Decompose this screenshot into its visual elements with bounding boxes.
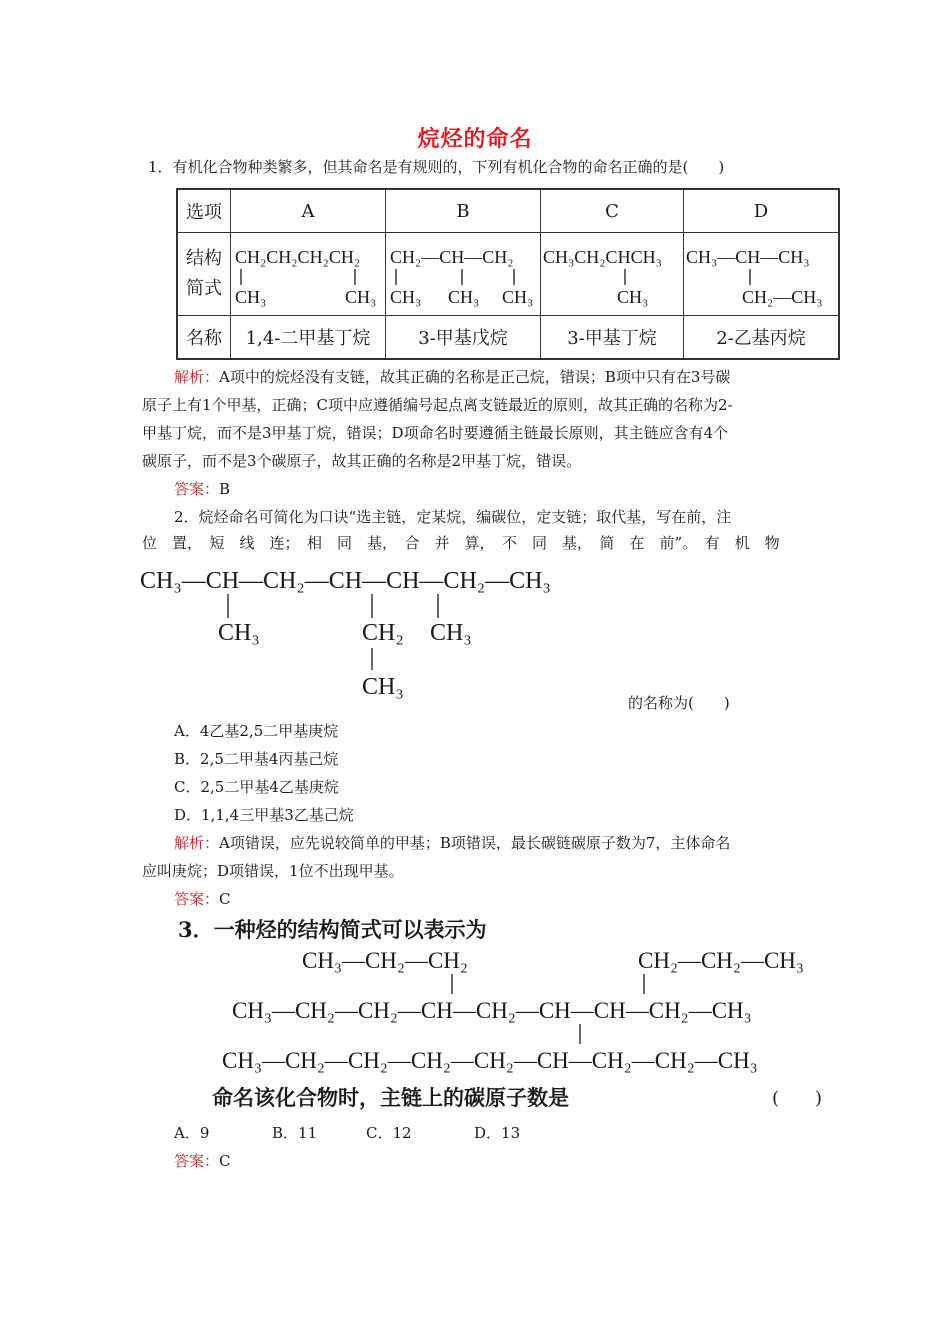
d-main-chain: CH₃—CH—CH₃	[686, 247, 810, 267]
a-left-methyl: CH₃	[235, 287, 267, 307]
q2-answer	[174, 888, 231, 909]
q2-answer-label: 答案：	[174, 890, 220, 908]
option-a-structure	[231, 233, 386, 316]
option-d-name: 2-乙基丙烷	[684, 316, 840, 360]
q2-analysis-label: 解析：	[174, 834, 220, 852]
option-a-header: A	[231, 189, 386, 233]
option-c-header: C	[541, 189, 684, 233]
option-c-name: 3-甲基丁烷	[541, 316, 684, 360]
option-a-name: 1,4-二甲基丁烷	[231, 316, 386, 360]
q2-choice-a: A．4乙基2,5二甲基庚烷	[174, 722, 339, 740]
q2-choice-d: D．1,1,4三甲基3乙基己烷	[174, 806, 354, 824]
q3-answer	[174, 1150, 231, 1171]
q1-analysis-label: 解析：	[174, 368, 220, 386]
q3-choice-a: A．9	[174, 1124, 210, 1142]
q2-branch-methyl-3: CH₃	[362, 674, 404, 700]
option-c-structure	[541, 233, 684, 316]
q2-choice-c: C．2,5二甲基4乙基庚烷	[174, 778, 339, 796]
q2-branch-methyl-2: CH₃	[430, 620, 472, 646]
d-ethyl: CH₂—CH₃	[742, 287, 823, 307]
q2-choice-b: B．2,5二甲基4丙基己烷	[174, 750, 339, 768]
option-c-formula	[541, 233, 683, 311]
row-label-name: 名称	[177, 316, 231, 360]
option-a-formula	[231, 233, 385, 311]
q2-answer-value: C	[219, 890, 231, 908]
q3-question: 命名该化合物时，主链上的碳原子数是	[212, 1085, 569, 1110]
row-label-structure-2: 简式	[186, 278, 222, 299]
q3-row1-right: CH₂—CH₂—CH₃	[638, 948, 804, 973]
row-label-option: 选项	[177, 189, 231, 233]
q3-answer-value: C	[219, 1152, 231, 1170]
q2-branch-ch2: CH₂	[362, 620, 404, 646]
q3-choice-b: B．11	[272, 1124, 318, 1142]
b-methyl-2: CH₃	[448, 287, 480, 307]
b-main-chain: CH₂—CH—CH₂	[390, 247, 514, 267]
c-methyl: CH₃	[617, 287, 649, 307]
q1-analysis-line-4: 碳原子，而不是3个碳原子，故其正确的名称是2甲基丁烷，错误。	[142, 452, 582, 470]
q3-choice-c: C．12	[366, 1124, 412, 1142]
c-main-chain: CH₃CH₂CHCH₃	[543, 247, 662, 267]
q2-analysis-line-1	[174, 832, 730, 853]
q2-structural-formula	[140, 560, 640, 702]
q3-answer-label: 答案：	[174, 1152, 220, 1170]
q2-branch-methyl-1: CH₃	[218, 620, 260, 646]
q1-analysis-line-2: 原子上有1个甲基，正确；C项中应遵循编号起点离支链最近的原则，故其正确的名称为2-	[142, 396, 733, 414]
option-d-header: D	[684, 189, 840, 233]
a-right-methyl: CH₃	[345, 287, 377, 307]
q1-analysis-text-1: A项中的烷烃没有支链，故其正确的名称是正己烷，错误；B项中只有在3号碳	[219, 368, 731, 386]
option-d-structure	[684, 233, 840, 316]
b-methyl-1: CH₃	[390, 287, 422, 307]
b-methyl-3: CH₃	[502, 287, 534, 307]
q1-analysis-line-1	[174, 366, 730, 387]
row-label-structure-1: 结构	[186, 248, 222, 269]
q3-row3: CH₃—CH₂—CH₂—CH₂—CH₂—CH—CH₂—CH₂—CH₃	[222, 1048, 758, 1073]
q2-stem-2: 位 置， 短 线 连； 相 同 基， 合 并 算， 不 同 基， 简 在 前”。 有 机 物	[142, 534, 780, 552]
q3-choice-d: D．13	[474, 1124, 521, 1142]
option-b-formula	[386, 233, 540, 311]
q1-answer	[174, 478, 230, 499]
q1-answer-label: 答案：	[174, 480, 220, 498]
q2-analysis-text-1: A项错误，应先说较简单的甲基；B项错误，最长碳链碳原子数为7，主体命名	[219, 834, 731, 852]
q1-analysis-line-3: 甲基丁烷，而不是3甲基丁烷，错误；D项命名时要遵循主链最长原则，其主链应含有4个	[142, 424, 729, 442]
option-d-formula	[684, 233, 838, 311]
q3-answer-paren: ( )	[772, 1088, 823, 1109]
q2-analysis-line-2: 应叫庚烷；D项错误，1位不出现甲基。	[142, 862, 404, 880]
option-b-structure	[386, 233, 541, 316]
q2-name-prompt: 的名称为( )	[628, 694, 730, 712]
q1-stem: 1．有机化合物种类繁多，但其命名是有规则的，下列有机化合物的命名正确的是( )	[148, 158, 725, 176]
q1-options-table	[176, 188, 840, 360]
q3-row1-left: CH₃—CH₂—CH₂	[302, 948, 468, 973]
q2-main-chain: CH₃—CH—CH₂—CH—CH—CH₂—CH₃	[140, 568, 551, 594]
a-main-chain: CH₂CH₂CH₂CH₂	[235, 247, 361, 267]
q3-structural-formula	[220, 944, 840, 1080]
q3-stem: 3．一种烃的结构简式可以表示为	[178, 917, 487, 942]
q2-stem-1: 2．烷烃命名可简化为口诀“选主链，定某烷，编碳位，定支链；取代基，写在前，注	[174, 508, 732, 526]
row-label-structure	[177, 233, 231, 316]
q1-answer-value: B	[219, 480, 231, 498]
option-b-header: B	[386, 189, 541, 233]
page-title: 烷烃的命名	[417, 126, 533, 152]
q3-row2-main: CH₃—CH₂—CH₂—CH—CH₂—CH—CH—CH₂—CH₃	[232, 998, 752, 1023]
option-b-name: 3-甲基戊烷	[386, 316, 541, 360]
